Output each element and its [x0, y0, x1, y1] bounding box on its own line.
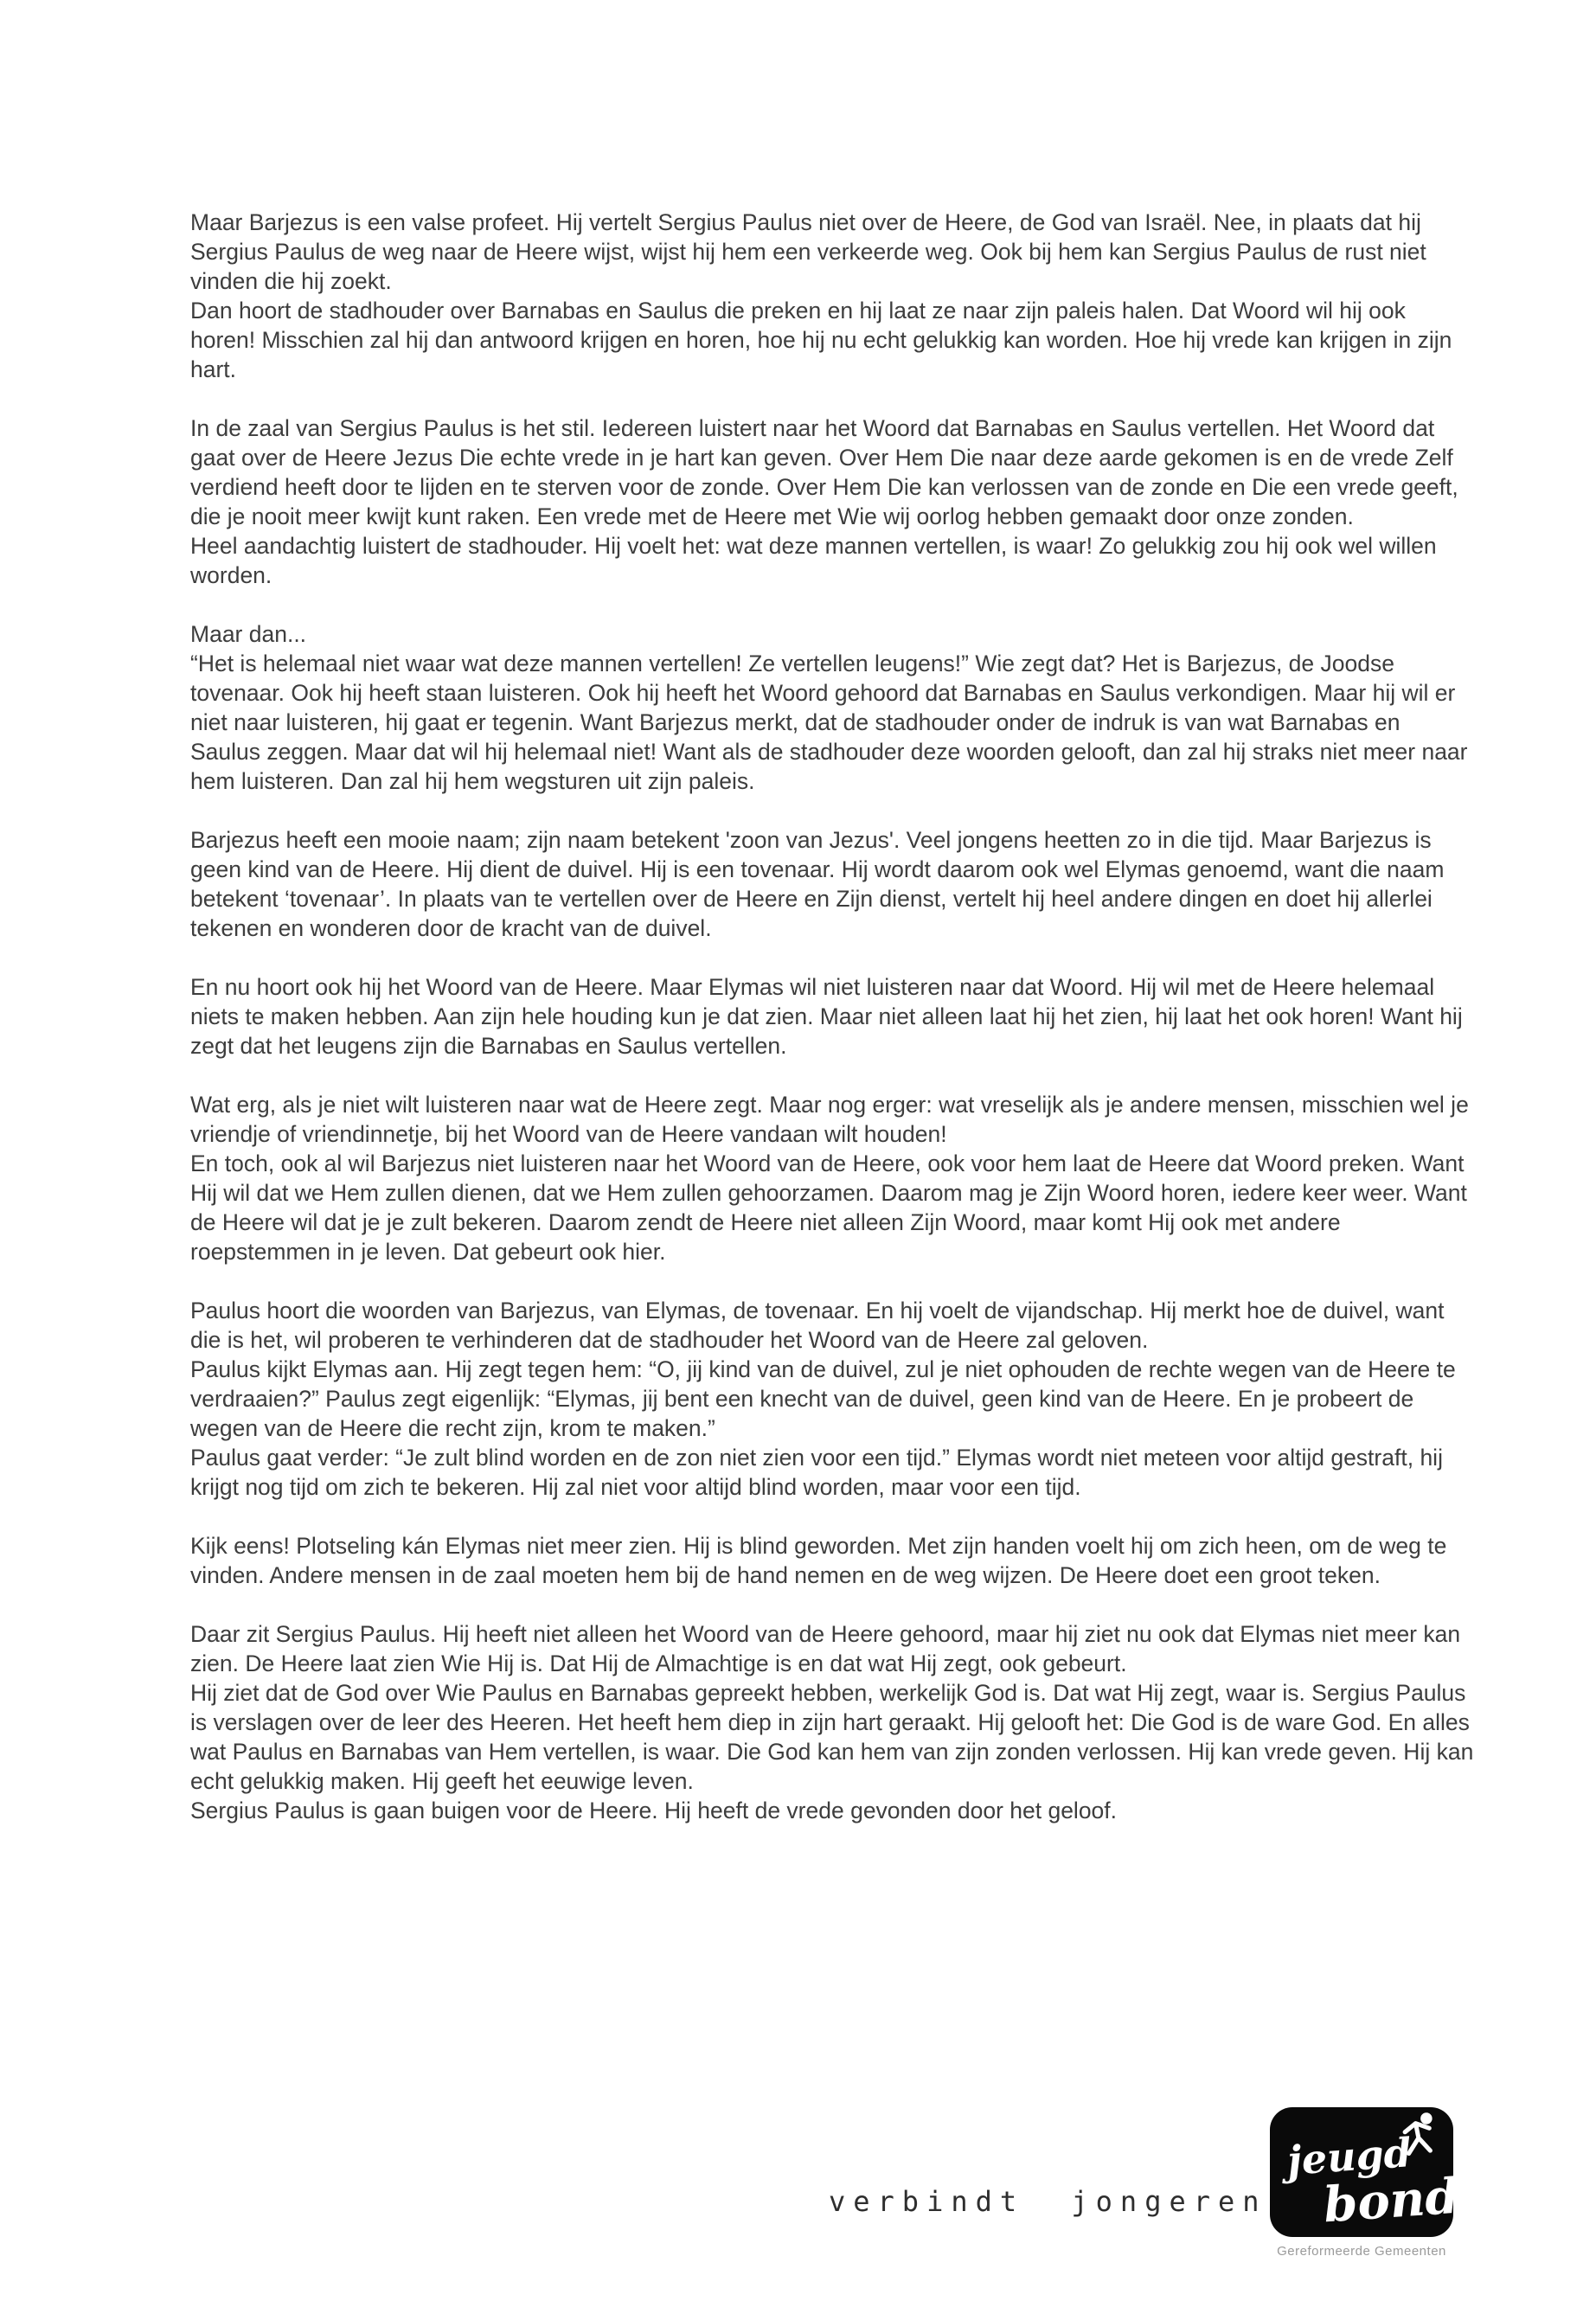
paragraph: [190, 1296, 1475, 1502]
text-block: Daar zit Sergius Paulus. Hij heeft niet alleen het Woord van de Heere gehoord, maar hij ziet nu ook dat Elymas niet meer kan zien. De Heere laat zien Wie Hij is. Dat Hij de Almachtige is en dat wat Hij zegt, ook gebeurt.: [190, 1621, 1461, 1676]
paragraph: [190, 1090, 1475, 1266]
text-block: In de zaal van Sergius Paulus is het stil. Iedereen luistert naar het Woord dat Barnabas en Saulus vertellen. Het Woord dat gaat over de Heere Jezus Die echte vrede in je hart kan geven. Over Hem Die naar deze aarde gekomen is en de vrede Zelf verdiend heeft door te lijden en te sterven voor de zonde. Over Hem Die kan verlossen van de zonde en Die een vrede geeft, die je nooit meer kwijt kunt raken. Een vrede met de Heere met Wie wij oorlog hebben gemaakt door onze zonden.: [190, 415, 1458, 529]
text-block: Heel aandachtig luistert de stadhouder. Hij voelt het: wat deze mannen vertellen, is waar! Zo gelukkig zou hij ook wel willen worden.: [190, 533, 1437, 588]
text-block: En toch, ook al wil Barjezus niet luisteren naar het Woord van de Heere, ook voor hem laat de Heere dat Woord preken. Want Hij wil dat we Hem zullen dienen, dat we Hem zullen gehoorzamen. Daarom mag je Zijn Woord horen, iedere keer weer. Want de Heere wil dat je je zult bekeren. Daarom zendt de Heere niet alleen Zijn Woord, maar komt Hij ook met andere roepstemmen in je leven. Dat gebeurt ook hier.: [190, 1150, 1467, 1265]
text-block: Sergius Paulus is gaan buigen voor de Heere. Hij heeft de vrede gevonden door het geloof.: [190, 1798, 1118, 1823]
paragraph: [190, 413, 1475, 590]
logo-box: [1270, 2107, 1461, 2237]
logo-word-bond: bond: [1321, 2167, 1461, 2234]
text-block: Paulus hoort die woorden van Barjezus, van Elymas, de tovenaar. En hij voelt de vijandschap. Hij merkt hoe de duivel, want die is het, wil proberen te verhinderen dat de stadhouder het Woord van de Heere zal geloven.: [190, 1298, 1445, 1353]
jeugdbond-logo: [1270, 2107, 1461, 2259]
text-block: Wat erg, als je niet wilt luisteren naar wat de Heere zegt. Maar nog erger: wat vreselijk als je andere mensen, misschien wel je vriendje of vriendinnetje, bij het Woord van de Heere vandaan wilt houden!: [190, 1092, 1469, 1147]
text-block: Maar Barjezus is een valse profeet. Hij vertelt Sergius Paulus niet over de Heere, de God van Israël. Nee, in plaats dat hij Sergius Paulus de weg naar de Heere wijst, wijst hij hem een verkeerde weg. Ook bij hem kan Sergius Paulus de rust niet vinden die hij zoekt.: [190, 209, 1426, 294]
text-block: Kijk eens! Plotseling kán Elymas niet meer zien. Hij is blind geworden. Met zijn handen voelt hij om zich heen, om de weg te vinden. Andere mensen in de zaal moeten hem bij de hand nemen en de weg wijzen. De Heere doet een groot teken.: [190, 1533, 1447, 1588]
paragraph: [190, 1619, 1475, 1825]
text-block: Maar dan...: [190, 621, 307, 647]
text-block: En nu hoort ook hij het Woord van de Heere. Maar Elymas wil niet luisteren naar dat Woord. Hij wil met de Heere helemaal niets te maken hebben. Aan zijn hele houding kun je dat zien. Maar niet alleen laat hij het zien, hij laat het ook horen! Want hij zegt dat het leugens zijn die Barnabas en Saulus vertellen.: [190, 974, 1463, 1059]
text-block: Dan hoort de stadhouder over Barnabas en Saulus die preken en hij laat ze naar zijn paleis halen. Dat Woord wil hij ook horen! Misschien zal hij dan antwoord krijgen en horen, hoe hij nu echt gelukkig kan worden. Hoe hij vrede kan krijgen in zijn hart.: [190, 298, 1452, 382]
tagline: verbindt jongeren: [829, 2185, 1267, 2218]
paragraph: [190, 208, 1475, 384]
paragraph: [190, 1531, 1475, 1590]
logo-word-jeugd: jeugd: [1285, 2129, 1413, 2184]
story-text: [190, 208, 1475, 1855]
paragraph: [190, 825, 1475, 943]
text-block: Hij ziet dat de God over Wie Paulus en Barnabas gepreekt hebben, werkelijk God is. Dat wat Hij zegt, waar is. Sergius Paulus is verslagen over de leer des Heeren. Het heeft hem diep in zijn hart geraakt. Hij gelooft het: Die God is de ware God. En alles wat Paulus en Barnabas van Hem vertellen, is waar. Die God kan hem van zijn zonden verlossen. Hij kan vrede geven. Hij kan echt gelukkig maken. Hij geeft het eeuwige leven.: [190, 1680, 1474, 1794]
text-block: Paulus kijkt Elymas aan. Hij zegt tegen hem: “O, jij kind van de duivel, zul je niet ophouden de rechte wegen van de Heere te verdraaien?” Paulus zegt eigenlijk: “Elymas, jij bent een knecht van de duivel, geen kind van de Heere. En je probeert de wegen van de Heere die recht zijn, krom te maken.”: [190, 1356, 1456, 1441]
logo-caption: Gereformeerde Gemeenten: [1277, 2244, 1446, 2259]
paragraph: [190, 972, 1475, 1061]
text-block: “Het is helemaal niet waar wat deze mannen vertellen! Ze vertellen leugens!” Wie zegt dat? Het is Barjezus, de Joodse tovenaar. Ook hij heeft staan luisteren. Ook hij heeft het Woord gehoord dat Barnabas en Saulus verkondigen. Maar hij wil er niet naar luisteren, hij gaat er tegenin. Want Barjezus merkt, dat de stadhouder onder de indruk is van wat Barnabas en Saulus zeggen. Maar dat wil hij helemaal niet! Want als de stadhouder deze woorden gelooft, dan zal hij straks niet meer naar hem luisteren. Dan zal hij hem wegsturen uit zijn paleis.: [190, 651, 1468, 794]
paragraph: [190, 619, 1475, 796]
text-block: Barjezus heeft een mooie naam; zijn naam betekent 'zoon van Jezus'. Veel jongens heetten zo in die tijd. Maar Barjezus is geen kind van de Heere. Hij dient de duivel. Hij is een tovenaar. Hij wordt daarom ook wel Elymas genoemd, want die naam betekent ‘tovenaar’. In plaats van te vertellen over de Heere en Zijn dienst, vertelt hij heel andere dingen en doet hij allerlei tekenen en wonderen door de kracht van de duivel.: [190, 827, 1445, 941]
text-block: Paulus gaat verder: “Je zult blind worden en de zon niet zien voor een tijd.” Elymas wordt niet meteen voor altijd gestraft, hij krijgt nog tijd om zich te bekeren. Hij zal niet voor altijd blind worden, maar voor een tijd.: [190, 1445, 1443, 1500]
